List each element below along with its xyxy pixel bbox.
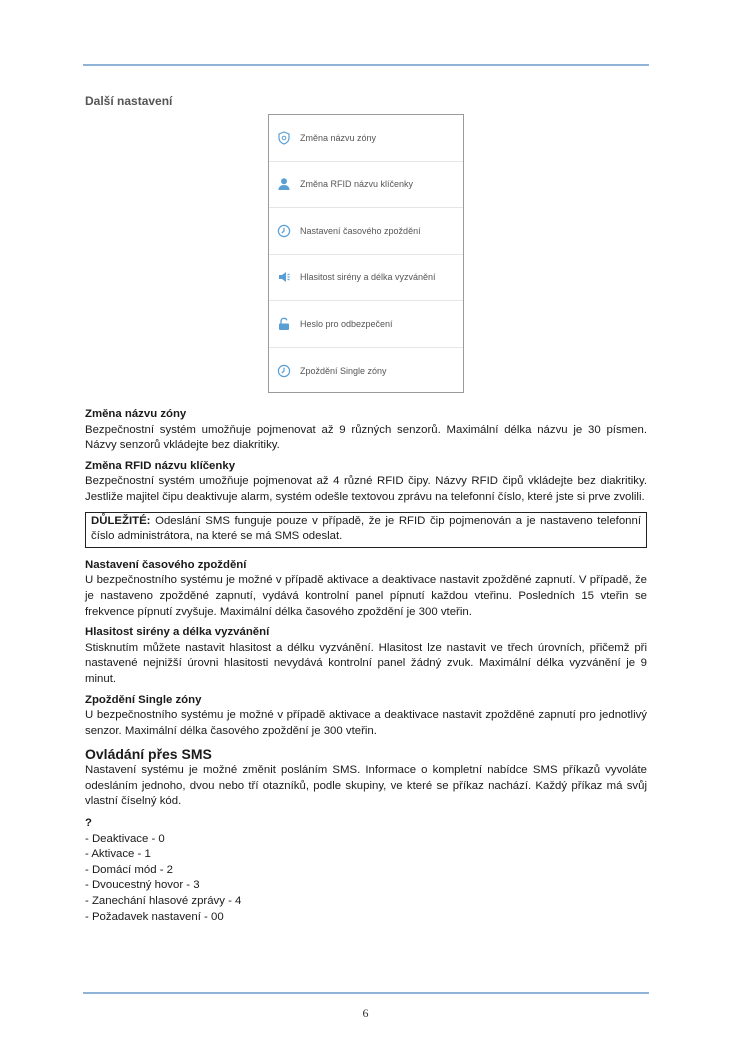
menu-item-label: Změna názvu zóny [300, 132, 377, 143]
list-item: - Domácí mód - 2 [85, 863, 173, 876]
section-title: Zpoždění Single zóny [85, 693, 202, 706]
menu-item-disarm-password [269, 301, 463, 348]
menu-item-label: Hlasitost sirény a délka vyzvánění [300, 272, 436, 283]
unlock-icon [277, 317, 291, 331]
section-body: Bezpečnostní systém umožňuje pojmenovat až 4 různé RFID čipy. Názvy RFID čipů vkládejte bez diakritiky. Jestliže majitel čipu deaktivuje alarm, systém odešle textovou zprávu na telefonní číslo, které jste si prve zvolili. [85, 475, 647, 503]
notice-label: DŮLEŽITÉ: [91, 514, 151, 527]
menu-item-zone-name [269, 115, 463, 162]
siren-icon [277, 270, 291, 284]
section-body: U bezpečnostního systému je možné v případě aktivace a deaktivace nastavit zpožděné zapnutí. V případě, že je nastaveno zpožděné zapnutí, vydává kontrolní panel pípnutí každou vteřinu. Posledních 15 vteřin se frekvence pípnutí zvyšuje. Maximální délka časového zpoždění je 300 vteřin. [85, 574, 647, 618]
list-item: - Zanechání hlasové zprávy - 4 [85, 895, 242, 908]
list-item: - Deaktivace - 0 [85, 832, 165, 845]
menu-item-label: Zpoždění Single zóny [300, 365, 387, 376]
section-title: Změna názvu zóny [85, 408, 187, 420]
important-notice [85, 512, 647, 548]
section-time-delay [85, 558, 647, 620]
section-siren [85, 625, 647, 687]
section-zone-name [85, 407, 647, 454]
list-item: - Aktivace - 1 [85, 848, 151, 861]
section-body: Stisknutím můžete nastavit hlasitost a délku vyzvánění. Hlasitost lze nastavit ve třech úrovních, přičemž při nastavené nejnižší úrovni hlasitosti nevydává kontrolní panel žádný zvuk. Maximální délka vyzvánění je 9 minut. [85, 641, 647, 685]
sms-heading: Ovládání přes SMS [85, 746, 212, 763]
sms-command-list [85, 832, 647, 926]
page-number: 6 [362, 1006, 369, 1020]
clock-icon [277, 224, 291, 238]
menu-item-single-zone-delay [269, 348, 463, 395]
header-rule [83, 64, 649, 66]
menu-item-label: Změna RFID názvu klíčenky [300, 179, 414, 190]
section-body: Bezpečnostní systém umožňuje pojmenovat až 9 různých senzorů. Maximální délka názvu je 30 písmen. Názvy senzorů vkládejte bez diakritiky. [85, 423, 647, 452]
settings-menu-screenshot [268, 114, 464, 393]
section-heading: Další nastavení [85, 94, 173, 108]
menu-item-label: Nastavení časového zpoždění [300, 225, 421, 236]
section-title: Nastavení časového zpoždění [85, 558, 247, 571]
section-title: Změna RFID názvu klíčenky [85, 459, 236, 472]
section-rfid-name [85, 459, 647, 506]
list-item: - Požadavek nastavení - 00 [85, 910, 224, 923]
section-sms [85, 745, 647, 925]
notice-text: Odeslání SMS funguje pouze v případě, že je RFID čip pojmenován a je nastaveno telefonní číslo administrátora, na které se má SMS odeslat. [91, 514, 641, 543]
section-single-zone [85, 693, 647, 740]
footer-rule [83, 992, 649, 994]
question-mark: ? [85, 817, 92, 830]
list-item: - Dvoucestný hovor - 3 [85, 879, 200, 892]
body-text [85, 407, 647, 925]
section-title: Hlasitost sirény a délka vyzvánění [85, 626, 270, 639]
section-body: U bezpečnostního systému je možné v případě aktivace a deaktivace nastavit zpožděné zapnutí pro jednotlivý senzor. Maximální délka časového zpoždění je 300 vteřin. [85, 709, 647, 737]
sms-body: Nastavení systému je možné změnit posláním SMS. Informace o kompletní nabídce SMS příkazů vyvoláte odesláním jednoho, dvou nebo tří otazníků, podle skupiny, ve které se příkaz nachází. Každý příkaz má svůj vlastní číselný kód. [85, 764, 647, 808]
person-icon [277, 177, 291, 191]
menu-item-rfid-name [269, 162, 463, 209]
menu-item-time-delay [269, 208, 463, 255]
clock-icon [277, 364, 291, 378]
menu-item-siren [269, 255, 463, 302]
menu-item-label: Heslo pro odbezpečení [300, 318, 393, 329]
shield-gear-icon [277, 131, 291, 145]
